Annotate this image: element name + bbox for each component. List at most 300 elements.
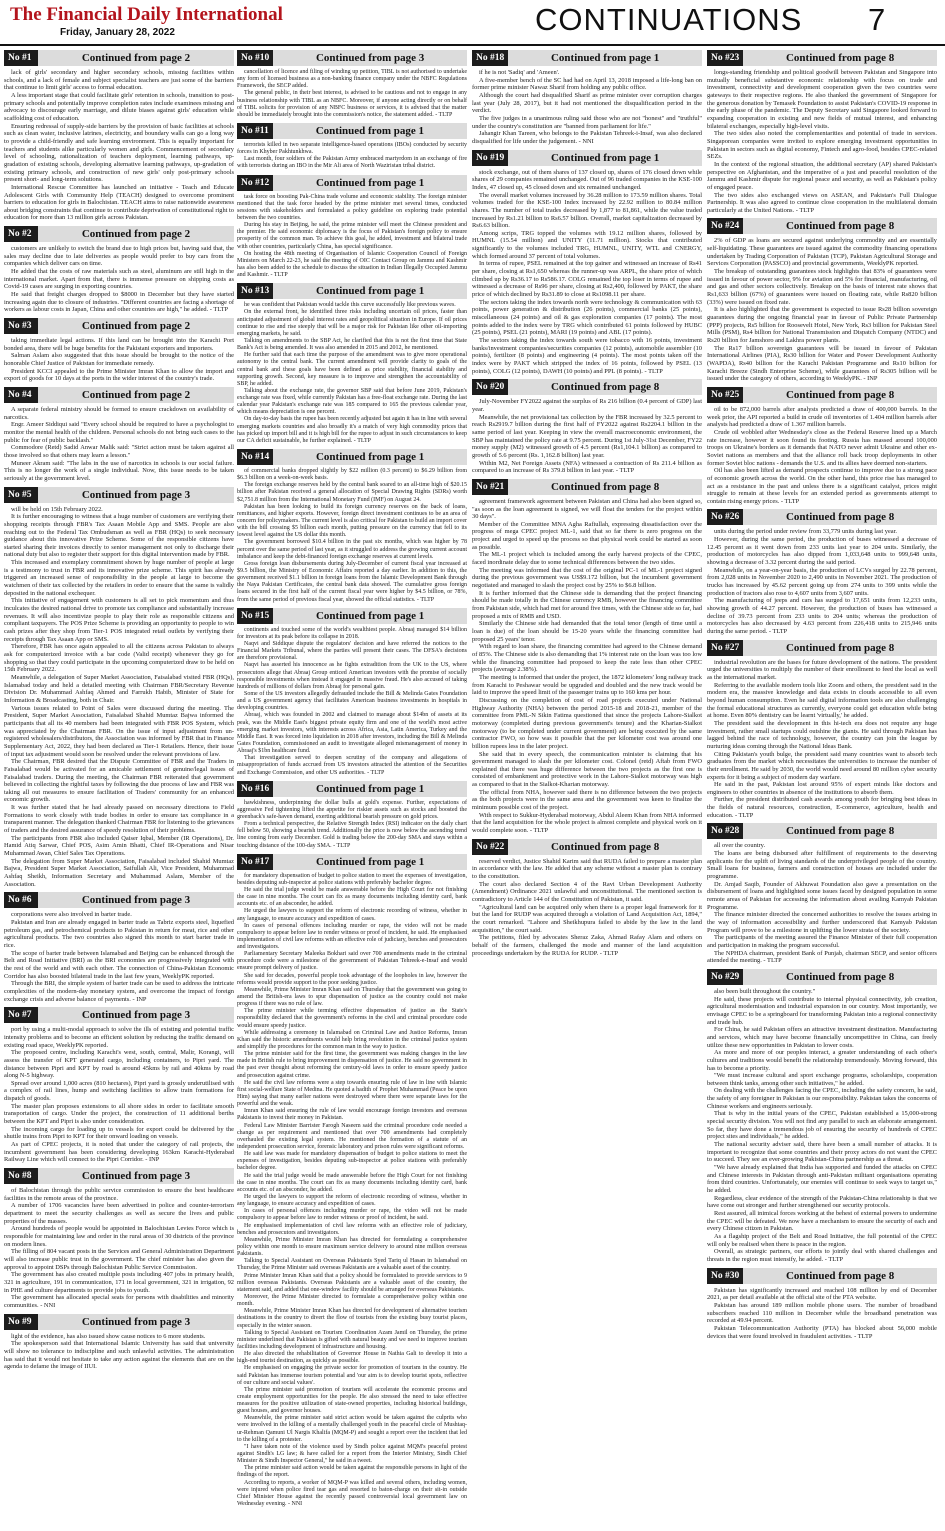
story-paragraph: The two sides also noted the complementarities and potential of trade in services. Singaporean companies were invited to explore emerging investment opportunities in Pakistan in sectors such as digital economy, Fintech and agro-food, besides CPEC-related SEZs. [707, 130, 937, 161]
story-paragraph: The government has allocated special seats for persons with disabilities and minority communities. - NNI [4, 1294, 234, 1309]
story-number-badge: No #14 [237, 449, 273, 465]
story-paragraph: He said the trial judge would be made answerable before the High Court for not finishing the case in nine months. The court can fix as many documents including identity card, bank accounts etc. of an absconder, he added. [237, 886, 467, 908]
story-number-badge: No #26 [707, 509, 743, 525]
continued-from-label: Continued from page 8 [743, 387, 937, 403]
story-header [4, 892, 234, 908]
story-header [237, 854, 467, 870]
story-paragraph: On dealing with the challenges facing the CPEC, including the safety concern, he said, the safety of any foreigner in Pakistan is our responsibility. Pakistan takes the concerns of Chinese workers and engineers seriously. [707, 1087, 937, 1110]
story-paragraph: The loans are being disbursed after fulfillment of requirements to the deserving applicants for the uplift of living standards of the underprivileged people of the country. Small loans for business, farmers and construction of houses are included under the programme. [707, 850, 937, 881]
story-paragraph: The Rs17 billion sovereign guarantees will be issued in favour of Pakistan International Airlines (PIA), Rs30 billion for Water and Power Development Authority (WAPDA), Rs40 billion for the Karachi Pakistan Programme and Rs10 billion for Karachi Breeze (Sindh Enterprise Scheme), while guarantees of Rs305 billion will be issued under the category of others, according to WeeklyPK. - INP [707, 344, 937, 383]
story-header [237, 608, 467, 624]
story-paragraph: The master plan proposes extensions to all shore sides in order to facilitate smooth transportation of cargo. Under the project, the construction of 11 additional berths between the KPT and Pipri is also under consideration. [4, 1102, 234, 1126]
story-paragraph: Crude oil wobbled after Wednesday's close as the Federal Reserve lined up a March rate increase, however it soon found its footing. Russia has massed around 100,000 troops on Ukraine's borders as it demands that NATO never admit Ukraine and other ex-Soviet nations as members and that the alliance roll back troop deployments in other former Soviet bloc nations - demands the U.S. and its allies have deemed non-starters. [707, 428, 937, 467]
story-number-badge: No #19 [472, 150, 508, 166]
story-paragraph: stock exchange, out of them shares of 137 closed up, shares of 176 closed down while shares of 29 companies remained unchanged. Out of 96 traded companies in the KSE-100 Index, 47 closed up, 45 closed down and six remained unchanged. [472, 168, 702, 191]
story-paragraph: Imran Khan said ensuring the rule of law would encourage foreign investors and overseas Pakistanis to invest their money in Pakistan. [237, 1108, 467, 1122]
story-21 [472, 479, 702, 835]
story-5 [4, 487, 234, 889]
story-10 [237, 50, 467, 119]
story-paragraph: for mandatory dispensation of budget to police station to meet the expenses of investigation, besides deputing sub-inspector at police stations with preferably bachelor degree. [237, 872, 467, 886]
story-paragraph: 2% of GDP as loans are secured against underlying commodity and are essentially self-liquidating. These guarantees are issued against the commodity financing operations undertaken by Trading Corporation of Pakistan (TCP), Pakistan Agricultural Storage and Services Corporation (PASSCO) and provincial governments, WeeklyPK reported. [707, 237, 937, 268]
story-paragraph: With respect to Sukkur-Hyderabad motorway, Abdul Aleem Khan from NHA informed that the land acquisition for the whole project is almost complete and physical work on it would complete soon. - TLTP [472, 811, 702, 835]
story-paragraph: The prime minister said action would be taken against the responsible persons in light of the findings of the report. [237, 1465, 467, 1479]
story-13 [237, 283, 467, 445]
story-paragraph: With regard to loan share, the financing committee had agreed to the Chinese demand of 85%. The Chinese side is also demanding that 1% interest rate on the loan was too low while the financing committee had proposed to keep the rate less than other CPEC projects (average 2.38%). [472, 643, 702, 674]
story-paragraph: port by using a multi-modal approach to solve the ills of existing and potential traffic intensity problems and to become an efficient solution by reducing the traffic demand on existing road space, WeeklyPK reported. [4, 1026, 234, 1049]
story-paragraph: will be held on 15th February 2022. [11, 505, 103, 513]
story-number-badge: No #20 [472, 379, 508, 395]
story-paragraph: This increased and exemplary commitment shown by huge number of people at large is a testimony to trust in FBR and its innovative prize scheme. This spirit has already triggered an increased sense of responsibility in the people at large to become the watchmen of their tax collected by the retailers in order to ensure that the same is validly deposited in the national exchequer. [4, 559, 234, 597]
story-header [4, 1314, 234, 1330]
story-number-badge: No #3 [4, 318, 38, 334]
continued-from-label: Continued from page 3 [38, 1314, 234, 1330]
story-paragraph: Discussing on the completion of cost of road projects executed under National Highway Authority (NHA) between the period 2015-18 and 2018-21, member of the committee from PML-N Sikin Fatima questioned that since the projects Lahore-Sialkot motorway (completed during previous government's tenure) and the Kharian-Sialkot motorway (to be completed under current government) are being executed by the same contractor FWO, so how was it possible that the per kilometer cost was around one billion rupees less in the later project. [472, 696, 702, 750]
story-paragraph: It is further encouraging to witness that a huge number of customers are verifying their shopping receipts through FBR's Tax Asaan Mobile App and SMS. People are also reaching out to the Federal Tax Ombudsman as well as FBR (HQs) to seek necessary guidance about this innovative Prize Scheme. Some of the responsible citizens have started sharing their invoices directly to senior management not only to discharge their national duty but also to register their support for this digital intervention made by FBR. [4, 513, 234, 559]
story-header [4, 226, 234, 242]
story-paragraph: taking immediate legal actions. If this land can be brought into the Karachi Port bonded area, there will be huge benefits for the Pakistani exporters and importers. [4, 337, 234, 352]
story-paragraph: The meeting is informed that under the project, the 1872 kilometers' long railway track from Karachi to Peshawar would be upgraded and doubled and the new track would be laid to improve the speed limit of the passenger trains up to 160 kms per hour. [472, 673, 702, 697]
story-paragraph: International Rescue Committee has launched an initiative - Teach and Educate Adolescent Girls with Community Help (TEACH) designed to overcome prominent barriers to education for girls in Balochistan. TEACH aims to raise nationwide awareness about bridging constraints that continue to contribute deprivation of constitutional right to education for more than 13 million girls across Pakistan. [4, 183, 234, 222]
story-number-badge: No #29 [707, 969, 743, 985]
story-paragraph: corporations were also involved in barter trade. [11, 911, 132, 919]
story-paragraph: Spread over around 1,000 acres (810 hectares), Pipri yard is grossly underutilised with a complex of rail lines, hump and switching facilities to allow train formations for dispatch of goods. [4, 1079, 234, 1103]
story-paragraph: Last month, four soldiers of the Pakistan Army embraced martyrdom in an exchange of fire with terrorists during an IBO in the Mir Ali area of North Waziristan tribal district. [237, 156, 467, 170]
story-paragraph: Talking about the exchange rate, the governor SBP said that before June 2019, Pakistan's exchange rate was fixed, while currently Pakistan has a free-float exchange rate. During the last calendar year Pakistan's exchange rate was 185 compared to 165 the previous calendar year, which means depreciation is one percent. [237, 387, 467, 416]
story-header [4, 318, 234, 334]
story-paragraph: Jahangir Khan Tareen, who belongs to the Pakistan Tehreek-i-Insaf, was also declared disqualified for life under the judgement. - NNI [472, 130, 702, 145]
story-paragraph: "We have already explained that India has supported and funded the attacks on CPEC and Chinese interests in Pakistan through anti-Pakistan militant organisations operating from third countries. Unfortunately, our enemies will continue to seek ways to target us," he added. [707, 1164, 937, 1194]
continued-from-label: Continued from page 8 [743, 823, 937, 839]
story-paragraph: hawkishness, underpinning the dollar bulls at gold's expense. Further, expectations of aggressive Fed tightening lifted the appetite for riskier assets such as stocks and boosted the greenback's safe-haven demand, exerting additional bearish pressure on gold prices. [237, 799, 467, 820]
story-paragraph: Commodore (Retd) Sadid Anwar Malik said: "Strict action must be taken against all those involved so that others may learn a lesson." [4, 444, 234, 459]
story-paragraph: Meanwhile, the prime minister said strict action would be taken against the culprits who were involved in the killing of a mentally challenged youth in the peaceful circle of Mushtaq-ur-Rehman Qamuni Ul Nargis Khalifa (MQM-P) and sought a report over the incident that led to the killing of a protester. [237, 1415, 467, 1443]
story-header [707, 387, 937, 403]
story-paragraph: Meanwhile, Prime Minister Imran Khan has directed for development of alternative tourism destinations in the country to divert the flow of tourists from the existing busy tourist places, especially in the winter season. [237, 1308, 467, 1329]
story-paragraph: He urged the lawyers to support the reform of electronic recording of witness, whether in any language, to ensure accuracy and expedition of cases. [237, 1193, 467, 1208]
story-9 [4, 1314, 234, 1371]
story-paragraph: Citing Pakistan's youth bulge, the president said many countries want to absorb tech graduates from the market which necessitates the universities to increase the number of their enrollment. He said by 2030, the world would need around 80 million cyber security experts for it being a subject of modern day warfare. [707, 750, 937, 781]
story-number-badge: No #27 [707, 640, 743, 656]
continued-from-label: Continued from page 8 [743, 1268, 937, 1284]
story-header [707, 640, 937, 656]
story-paragraph: Ensuring redressal of supply-side barriers by the provision of basic facilities at schools such as clean water, inclusive latrines, electricity, and boundary walls can go a long way to provide a child-friendly and safe learning environment. This is equally important for teachers and students alike particularly women and girls. Commencement of secondary level of schooling, rationalization of teachers deployment, learning pathways, up-gradation of existing schools, developing alternative learning pathways, up-gradation of existing primary schools, and construction of new girls' only post-primary schools present short- and long-term solutions. [4, 122, 234, 184]
continued-from-label: Continued from page 8 [508, 479, 702, 495]
story-paragraph: reserved verdict, Justice Shahid Karim said that RUDA failed to prepare a master plan in accordance with the law. He added that any scheme without a master plan is contrary to the constitution. [472, 857, 702, 881]
story-number-badge: No #21 [472, 479, 508, 495]
story-paragraph: He also directed the rehabilitation of Governor House in Nathia Gali to develop it into a high-end tourist destination, as quickly as possible. [237, 1351, 467, 1365]
story-paragraph: Talking on amendments to the SBP Act, he clarified that this is not the first time that State Bank's Act is being amended. It was also amended in 2015 and 2012, he mentioned. [237, 337, 467, 352]
story-number-badge: No #16 [237, 781, 273, 797]
continued-from-label: Continued from page 8 [743, 50, 937, 66]
story-header [472, 839, 702, 855]
story-paragraph: During his stay in Beijing, he said, the prime minister will meet the Chinese president and the premier. He said economic diplomacy is the focus of Pakistan's foreign policy to ensure prosperity of the common man. To achieve this goal, he added, investment and bilateral trade with other countries, particularly China, has special significance. [237, 222, 467, 250]
story-20 [472, 379, 702, 475]
story-paragraph: Within M2, Net Foreign Assets (NFA) witnessed a contraction of Rs 211.4 billion as compared to an increase of Rs 379.8 billion in last year. - TLTP [472, 459, 702, 475]
story-paragraph: It was further stated that he had already passed on necessary directions to Field Formations to work closely with trade bodies in order to ensure tax compliance in a transparent manner. The delegation thanked Chairman FBR for listening to the grievances of traders and the desired assurance of speedy resolution of their problems. [4, 804, 234, 835]
story-paragraph: The scope of barter trade between Islamabad and Beijing can be enhanced through the Belt and Road Initiative (BRI) as the BRI economies are progressively integrated with the rest of the world and with each other. The connection of China-Pakistan Economic Corridor has also boosted bilateral trade in the last few years, WeeklyPK reported. [4, 949, 234, 980]
story-paragraph: The sectors taking the index towards south were tobacco with 16 points, investment banks/investment companies/securities companies (12 points), automobile assembler (10 points), fertilizer (8 points) and engineering (4 points). The most points taken off the index were by PAKT which stripped the index of 16 points, followed by PSEL (13 points), COLG (12 points), DAWH (10 points) and PPL (8 points). - TLTP [472, 337, 702, 375]
story-14 [237, 449, 467, 604]
story-paragraph: Talking to Special Assistant on Tourism Coordination Azam Jamil on Thursday, the prime minister underlined that Pakistan is gifted with natural beauty and we need to improve tourism facilities including development of infrastructure and housing. [237, 1329, 467, 1350]
story-paragraph: Pakistan has around 189 million mobile phone users. The number of broadband subscribers reached 110 million in December while the broadband penetration was recorded at 49.94 percent. [707, 1301, 937, 1325]
story-header [707, 1268, 937, 1284]
story-header [237, 781, 467, 797]
continued-from-label: Continued from page 1 [508, 50, 702, 66]
story-paragraph: He added that the costs of raw materials such as steel, aluminum are still high in the international market. Apart from that, there is immense pressure on shipping costs as Covid-19 cases are surging in exporting countries. [4, 268, 234, 291]
story-paragraph: President KCCI appealed to the Prime Minister Imran Khan to allow the import and export of goods for 10 days at the ports in the wider interest of the country's trade. [4, 367, 234, 383]
story-header [707, 50, 937, 66]
story-header [707, 823, 937, 839]
story-paragraph: A separate federal ministry should be formed to ensure crackdown on availability of narcotics. [4, 405, 234, 421]
story-paragraph: Meanwhile, Prime Minister Imran Khan said on Thursday that the government was going to amend the British-era laws to spur dispensation of justice as the country could not make progress if there was no rule of law. [237, 986, 467, 1008]
story-paragraph: Oil has also been lifted as demand prospects continue to improve due to a strong pace of economic growth across the world. On the other hand, this price rise has managed to act as a resistance in the past and unless there is a significant catalyst, prices might struggle to remain at these levels for an extended period as governments attempt to contain rising energy prices. - TLTP [707, 467, 937, 505]
issue-date: Friday, January 28, 2022 [60, 27, 175, 38]
story-paragraph: The filling of 804 vacant posts in the Services and General Administration Department will also increase public trust in the government. The chief minister has also given the approval to appoint DSPs through Balochistan Public Service Commission. [4, 1248, 234, 1271]
story-paragraph: The five judges in a unanimous ruling said those who are not "honest" and "truthful" under the country's constitution are "banned from parliament for life." [472, 114, 702, 130]
story-paragraph: Gross foreign loan disbursements during July-December of current fiscal year increased at $9.5 billion, the Ministry of Economic Affairs reported a day earlier. In addition to this, the government received $1.1 billion in foreign loans from the Islamic Development Bank through the Naya Pakistan Certificates, the central bank data showed. The cumulative gross foreign loans secured in the first half of the current fiscal year were higher by $4.5 billion, or 78%, from the same period of previous fiscal year, showed the official statistics. - TLTP [237, 560, 467, 603]
continued-from-label: Continued from page 2 [38, 226, 234, 242]
column-1 [4, 50, 234, 1528]
continued-from-label: Continued from page 1 [273, 175, 467, 191]
story-paragraph: The Chairman, FBR desired that the Dispute Committee of FBR and the Traders in Faisalabad would be activated for an amicable settlement of genuine/legal issues of Faisalabad traders. During the meeting, the Chairman FBR reiterated that government believed in collecting the rightful taxes by following the due process of law and FBR was taking all out measures to ensure facilitation of Traders' community for an enhanced economic growth. [4, 758, 234, 804]
story-number-badge: No #15 [237, 608, 273, 624]
story-paragraph: He further said that each time the purpose of the amendment was to give more operational autonomy to the central bank. The current amendment will provide clarity to goals of the central bank and these goals have been defined as price stability, financial stability and supporting growth. Second, key measure is to improve and strengthen the accountability of SBP, he added. [237, 352, 467, 387]
story-paragraph: Engr. Ameer Siddiqui said "Every school should be required to have a psychologist to monitor the mental health of the children. Personal schools do not bring such cases to the public for fear of public backlash." [4, 421, 234, 444]
story-paragraph: She said that in every speech, the communication minister is claiming that his government managed to slash the per kilometer cost. Colonel (retd) Aftab from FWO explained that there was huge difference between the two projects as the first one is consisted of embankment and protective work in the Lahore-Sialkot motorway was high as compared to that in the Sialkot-Kharian motorway. [472, 750, 702, 789]
story-paragraph: Referring to the available modern tools like Zoom and others, the president said in the modern era, the massive knowledge and data exists in clouds accessible to all even beyond human consumption. Even he said digital information tools are also challenging the formal educational structures as currently, everyone could get education while being at home. Even 80% dentistry can be learnt 'virtually,' he added. [707, 681, 937, 720]
story-paragraph: Naqvi has asserted his innocence as he fights extradition from the UK to the US, where prosecutors allege that Abraaj Group enticed American investors with the promise of socially responsible investments when instead it engaged in massive fraud. He's also accused of taking hundreds of millions of dollars from Abraaj for personal gain. [237, 662, 467, 690]
story-paragraph: Regardless, clear evidence of the strength of the Pakistan-China relationship is that we have come out stronger and further strengthened our security protocols. [707, 1194, 937, 1210]
continued-from-label: Continued from page 3 [38, 892, 234, 908]
story-paragraph: He urged the lawyers to support the reform of electronic recording of witness, whether in any language, to ensure accuracy and expedition of cases. [237, 908, 467, 922]
story-number-badge: No #17 [237, 854, 273, 870]
continued-from-label: Continued from page 1 [273, 854, 467, 870]
story-8 [4, 1168, 234, 1310]
continued-from-label: Continued from page 1 [273, 449, 467, 465]
story-paragraph: Meanwhile, a delegation of Super Market Association, Faisalabad visited FBR (HQs), Islamabad today and held a detailed meeting with Chairman FBR/Secretary Revenue Division Dr. Muhammad Ashfaq Ahmed and Farrukh Habib, Minister of State for Information & Broadcasting, both in Chair. [4, 673, 234, 704]
story-29 [707, 969, 937, 1264]
continued-from-label: Continued from page 2 [38, 387, 234, 403]
story-number-badge: No #10 [237, 50, 273, 66]
story-header [237, 123, 467, 139]
story-paragraph: A less important stage that could facilitate girls' retention in schools, transition to post-primary schools and potentially improve completion rates include examinees missing and advocacy to discourage early marriage, and dilute biases against girls' education while scaffolding cost of education. [4, 91, 234, 122]
story-19 [472, 150, 702, 376]
story-26 [707, 509, 937, 635]
story-paragraph: On hosting the 48th meeting of Organisation of Islamic Cooperation Council of Foreign Ministers on March 22-23, he said the meeting of OIC Contact Group on Jammu and Kashmir has also been added to the schedule to discuss the situation in Indian Illegally Occupied Jammu and Kashmir. - TLTP [237, 250, 467, 279]
story-paragraph: He emphasised implementation of civil law reforms with an effective role of judiciary, benches and prosecutors and investigators. [237, 1222, 467, 1236]
story-paragraph: if he is not 'Sadiq' and 'Ameen'. [479, 69, 560, 76]
continued-from-label: Continued from page 1 [273, 123, 467, 139]
story-number-badge: No #6 [4, 892, 38, 908]
story-header [472, 50, 702, 66]
story-paragraph: "I have taken note of the violence used by Sindh police against MQM's peaceful protest against Sindh's LG law; & have called for a report from the Interior Ministry, Sindh Chief Minister & Sindh Inspector General," he said in a tweet. [237, 1443, 467, 1465]
story-paragraph: units during the period under review from 33,779 units during last year. [714, 528, 897, 536]
story-paragraph: This initiative of engagement with customers is all set to pick momentum and thus inculcates the desired national drive to promote tax compliance and substantially increase revenues. It will also incentivize people to play their role as responsible citizens and compliant taxpayers. The POS Prize Scheme is providing an opportunity to people to win cash prizes after they shop from Tier-1 POS integrated retail outlets by verifying their receipts through Tax Asaan App or SMS. [4, 597, 234, 643]
story-number-badge: No #11 [237, 123, 273, 139]
story-paragraph: The prime minister said promotion of tourism will accelerate the economic process and create employment opportunities for the people. He also stressed the need to take effective measures for the positive utilization of state-owned properties, including historical buildings, guest houses, and governor houses. [237, 1386, 467, 1415]
story-number-badge: No #1 [4, 50, 38, 66]
story-paragraph: Prime Minister Imran Khan said that a policy should be formulated to provide services to 9 million overseas Pakistanis. Overseas Pakistanis are a valuable asset of the country, the statement said, and added that one-window facility should be arranged for overseas Pakistanis. [237, 1272, 467, 1293]
story-header [4, 387, 234, 403]
story-number-badge: No #24 [707, 218, 743, 234]
story-paragraph: Some of the US investors allegedly defrauded include the Bill & Melinda Gates Foundation and a US government agency that facilitates American business investments in hospitals in developing countries. [237, 690, 467, 712]
story-paragraph: Pakistan has significantly increased and reached 108 million by end of December 2021, as per detail available at the official site of the PTA website. [707, 1286, 937, 1302]
continued-from-label: Continued from page 1 [273, 781, 467, 797]
story-2 [4, 226, 234, 314]
story-paragraph: of commercial banks dropped slightly by $22 million (0.3 percent) to $6.29 billion from $6.3 billion on a week-on-week basis. [237, 468, 467, 482]
story-paragraph: Meanwhile, on a year-on-year basis, the production of LCVs surged by 22.78 percent, from 2,028 units in November 2020 to 2,490 units in November 2021. The production of trucks has increased by 45.62 percent going up from 274 units to 399 units while the production of tractors also rose to 4,607 units from 3,607 units. [707, 566, 937, 597]
story-11 [237, 123, 467, 171]
story-number-badge: No #4 [4, 387, 38, 403]
story-paragraph: The meeting was informed that the cost of the original PC-1 of ML-1 project signed during the previous government was US$9.172 billion, but the incumbent government negotiated and managed to slash the project cost by 25% to $6.8 billion. [472, 566, 702, 590]
story-number-badge: No #12 [237, 175, 273, 191]
story-paragraph: The government has also created multiple posts including 407 jobs in primary health, 321 in agriculture, 191 in communication, 171 in local government, 321 in irrigation, 92 in PHE and culture departments to provide jobs to youth. [4, 1271, 234, 1294]
story-paragraph: customers are unlikely to switch the brand due to high prices but, having said that, the sales may decline due to late deliveries as people would prefer to buy cars from the companies which deliver cars on time. [4, 245, 234, 268]
story-7 [4, 1007, 234, 1164]
story-paragraph: Various issues related to Point of Sales were discussed during the meeting. The President, Super Market Association, Faisalabad Shahid Mumtaz Bajwa informed the participants that all its 40 members had been integrated with FBR POS System, which was appreciated by the Chairman FBR. On the issue of input adjustment from un-registered wholesalers/distributors, the Association was informed by FBR that in Finance Supplementary Act, 2022, they had been declared as Tier-1 Retailers. Hence, their issue of input tax adjustment would soon be resolved under the relevant provisions of law. [4, 704, 234, 758]
story-paragraph: She said for decades, powerful people took advantage of the loopholes in law, however the reforms would provide support to the poor seeking justice. [237, 972, 467, 986]
story-24 [707, 218, 937, 382]
story-paragraph: Naqvi and Siddique dispute the regulators' decision and have referred the notices to the Financial Markets Tribunal, where the parties will present their cases. The DFSA's decisions are therefore provisional. [237, 641, 467, 662]
story-paragraph: The sectors taking the index towards north were technology & communication with 63 points, power generation & distribution (26 points), commercial banks (25 points), miscellaneous (24 points) and oil & gas exploration companies (17 points). The most points added to the index were by TRG which contributed 61 points followed by HUBC (25 points), PSEL (21 points), MARI (19 points) and ABL (17 points). [472, 298, 702, 337]
story-paragraph: Meanwhile, the net provisional tax collection by the FBR increased by 32.5 percent to reach Rs2919.7 billion during the first half of FY2022 against Rs2204.1 billion in the same period of last year. Keeping in view the overall macroeconomic environment, the SBP has maintained the policy rate at 9.75 percent. During 1st July-31st December, FY22 money supply (M2) witnessed growth of 4.5 percent (Rs1,104.1 billion) as compared to growth of 5.6 percent (Rs. 1,162.8 billion) last year. [472, 413, 702, 459]
story-header [707, 969, 937, 985]
story-paragraph: That investigation served to deepen scrutiny of the company and allegations of misappropriation of funds accrued from US investors attracted the attention of the Securities and Exchange Commission, and other US authorities. - TLTP [237, 755, 467, 776]
story-paragraph: also been built throughout the country." [714, 987, 816, 995]
continued-from-label: Continued from page 2 [38, 318, 234, 334]
story-paragraph: As part of CPEC projects, it is noted that under the category of rail projects, the incumbent government has been considering developing 163km Karachi-Hyderabad Railway Line which will connect to the Pipri Corridor. - INP [4, 1141, 234, 1164]
story-paragraph: While addressing a ceremony in Islamabad on Criminal Law and Justice Reforms, Imran Khan said the historic amendments would help bring revolution in the criminal justice system and simplify the procedures for the common man in the way to justice. [237, 1029, 467, 1051]
story-paragraph: The two sides also exchanged views on ASEAN, and Pakistan's Full Dialogue Partnership. It was also agreed to continue close cooperation in the multilateral domain particularly at the United Nations. - TLTP [707, 191, 937, 214]
story-paragraph: The national security adviser said, there have been a small number of attacks. It is important to recognize that some countries and their proxy actors do not want the CPEC to succeed. They see an ever-growing Pakistan-China partnership as a threat. [707, 1141, 937, 1164]
story-12 [237, 175, 467, 280]
story-22 [472, 839, 702, 958]
story-paragraph: Muneer Akram said: "The labs in the use of narcotics in schools is our social failure. This is no longer the work of a single individual. Now, this issue needs to be taken seriously at the government level. [4, 459, 234, 482]
story-paragraph: lack of girls' secondary and higher secondary schools, missing facilities within schools, and a lack of female and subject specialist teachers are just some of the barriers that continue to limit girls' access to formal education. [4, 69, 234, 92]
story-paragraph: From a technical perspective, the Relative Strength Index (RSI) indicator on the daily chart fell below 50, showing a bearish trend. Additionally the price is now below the ascending trend line coming from early December. Gold is trading below the 200-day SMA and stays within a touching distance of the 100-day SMA. - TLTP [237, 821, 467, 849]
story-paragraph: In the context of the regional situation, the additional secretary (AP) shared Pakistan's perspective on Afghanistan, and the imperative of a just and peaceful resolution of the Jammu and Kashmir dispute for regional peace and security, as well as Pakistan's policy of engaged peace. [707, 160, 937, 191]
story-1 [4, 50, 234, 222]
story-6 [4, 892, 234, 1003]
continued-from-label: Continued from page 2 [38, 50, 234, 66]
story-header [237, 50, 467, 66]
story-paragraph: The spokesperson said that International Islamic University has said that university will show no tolerance to indiscipline and such unlawful activities. The administration has said that it would not hesitate to take any action against the elements that are on the agenda to defame the image of IIUI. [4, 1340, 234, 1371]
story-paragraph: The petitions, filed by advocates Sheraz Zaka, Ahmad Rafay Alam and others on behalf of the farmers, challenged the mode and manner of the land acquisition proceedings undertaken by the RUDA for RUDP. - TLTP [472, 934, 702, 957]
story-header [237, 449, 467, 465]
story-paragraph: Salman Aslam also suggested that this issue should be brought to the notice of the honorable Chief Justice of Pakistan for immediate remedy. [4, 352, 234, 367]
story-header [4, 487, 234, 503]
story-paragraph: The president said the development in this hi-tech era does not require any huge investment, rather small startups could outshine the giants. He said through Pakistan has lagged behind the race of technology, however, the country can join the league by nurturing ideas coming through the National Ideas Bank. [707, 719, 937, 750]
story-paragraph: However, during the same period, the production of buses witnessed a decrease of 12.45 percent as it went down from 233 units last year to 204 units. Similarly, the production of motorcycles has also dipped from 1,033,648 units to 999,648 units, showing a decrease of 3.32 percent during the said period. [707, 536, 937, 567]
story-paragraph: He said that freight charges dropped to $8000 in December but they have started increasing again due to closure of industries. "Different countries are facing a shortage of workers as labour costs in Japan, China and other countries are high," he added. - TLTP [4, 291, 234, 314]
story-header [707, 509, 937, 525]
story-paragraph: The ML-1 project which is included among the early harvest projects of the CPEC, faced inordinate delay due to some technical differences between the two sides. [472, 551, 702, 567]
paper-name: The Financial Daily International [10, 4, 283, 25]
story-paragraph: The government borrowed $10.4 billion in the past six months, which was higher by 78 percent over the same period of last year, as it struggled to address the growing current account imbalance and keep the debt-financed foreign exchange reserves at current levels. [237, 539, 467, 560]
continued-from-label: Continued from page 8 [743, 969, 937, 985]
story-paragraph: For China, he said Pakistan offers an attractive investment destination. Manufacturing and services, which may have become financially uncompetitive in China, can freely utilize these new opportunities in Pakistan to lower costs. [707, 1026, 937, 1049]
story-header [237, 283, 467, 299]
story-30 [707, 1268, 937, 1341]
story-paragraph: The prime minister while terming effective dispensation of justice as the State's responsibility declared that the government's reforms in the civil and criminal procedure code would ensure speedy justice. [237, 1008, 467, 1029]
story-paragraph: It is further informed that the Chinese side is demanding that the project financing should be made totally in the Chinese currency RMB, however the financing committee from Pakistan side, which had met for around five times, with the Chinese side so far, had proposed a mix of RMB and USD. [472, 589, 702, 620]
story-18 [472, 50, 702, 146]
story-paragraph: The participants from FBR also included Qaiser Iqbal, Member (IR Operations), Dr. Hamid Atiq Sarwar, Chief POS, Asim Amin Bhatti, Chief IR-Operations and Nisar Muhammad Awan, Chief Sales Tax Operations. [4, 834, 234, 858]
story-paragraph: Although the court had disqualified Sharif as prime minister over corruption charges last year (July 28, 2017), but it had not mentioned the disqualification period in the verdict. [472, 91, 702, 115]
story-paragraph: Among scrips, TRG topped the volumes with 19.12 million shares, followed by HUMNL (15.54 million) and UNITY (11.71 million). Stocks that contributed significantly to the volumes included TRG, HUMNL, UNITY, WTL and CNERGY, which formed around 37 percent of total volumes. [472, 229, 702, 260]
story-paragraph: He emphasised on engaging the private sector for promotion of tourism in the country. He said Pakistan has immense tourism potential and 'our aim is to develop tourist spots, reflective of our culture and social values'. [237, 1365, 467, 1386]
story-paragraph: Meanwhile, Prime Minister Imran Khan has directed for formulating a comprehensive policy within one month to ensure maximum service delivery to around nine million overseas Pakistanis. [237, 1236, 467, 1258]
story-paragraph: The NPHDA chairman, president Bank of Punjab, chairman SECP, and senior officers attended the meeting. - TLTP [707, 949, 937, 965]
story-paragraph: Pakistan Telecommunication Authority (PTA) has blocked about 56,000 mobile devices that were found involved in fraudulent activities. - TLTP [707, 1324, 937, 1340]
column-2 [237, 50, 467, 1528]
story-header [237, 175, 467, 191]
story-number-badge: No #23 [707, 50, 743, 66]
story-paragraph: The incoming cargo for loading up to vessels for export could be delivered by the shuttle trains from Pipri to KPT for their onward loading on vessels. [4, 1125, 234, 1141]
story-paragraph: He said in the past, Pakistan lost around 95% of expert minds like doctors and engineers to other countries in absence of the institutions to absorb them. [707, 781, 937, 796]
column-4 [707, 50, 937, 1528]
story-paragraph: July-November FY2022 against the surplus of Rs 216 billion (0.4 percent of GDP) last year. [472, 398, 702, 413]
story-paragraph: Therefore, FBR has once again appealed to all the citizens across Pakistan to always ask for computerized invoice with a bar code (Valid receipt) whenever they go for shopping so that they could participate in the upcoming computerized draw to be held on 15th February 2022. [4, 643, 234, 674]
story-paragraph: continents and touched some of the world's wealthiest people. Abraaj managed $14 billion for investors at its peak before its collapse in 2018. [237, 626, 467, 640]
story-paragraph: Parliamentary Secretary Maleeka Bokhari said over 700 amendments made in the criminal procedure code were a milestone of the government of Pakistan Tehreek-e-Insaf and would ensure prompt delivery of justice. [237, 951, 467, 972]
page-title: CONTINUATIONS [535, 2, 803, 37]
story-number-badge: No #22 [472, 839, 508, 855]
story-number-badge: No #8 [4, 1168, 38, 1184]
story-number-badge: No #30 [707, 1268, 743, 1284]
story-paragraph: In terms of rupee, PSEL remained at the top gainer and witnessed an increase of Rs41 per share, closing at Rs1,650 whereas the runner-up was ARPL, the share price of which climbed up by Rs36.17 to Rs586.17. COLG remained the top loser in terms of rupee and witnessed a decrease of Rs96 per share, closing at Rs2,400, followed by PAKT, the share price of which declined by Rs31.89 to close at Rs1098.11 per share. [472, 260, 702, 299]
story-header [472, 150, 702, 166]
story-paragraph: That is why in the initial years of the CPEC, Pakistan established a 15,000-strong special security division. You will not find any parallel to such an elaborate arrangement. So far, they have done a tremendous job of ensuring the security of hundreds of CPEC project sites and individuals," he added. [707, 1110, 937, 1141]
story-paragraph: The court also declared Section 4 of the Ravi Urban Development Authority (Amendment) Ordinance 2021 unlawful and unconstitutional. The mentioned section is contradictory to Article 144 of the Constitution of Pakistan, it said. [472, 880, 702, 903]
continued-from-label: Continued from page 8 [743, 509, 937, 525]
continued-from-label: Continued from page 8 [743, 640, 937, 656]
story-paragraph: The overall market volumes increased by 36.28 million to 173.59 million shares. Total volumes traded for the KSE-100 Index increased by 22.92 million to 80.84 million shares. The number of total trades decreased by 1,877 to 81,861, while the value traded increased by Rs1.21 billion to Rs6.57 billion. Overall, market capitalization decreased by Rs6.63 billion. [472, 191, 702, 230]
story-number-badge: No #25 [707, 387, 743, 403]
story-header [4, 1007, 234, 1023]
story-paragraph: The official from NHA, however said there is no difference between the two projects as the both projects were in the same area and the government was keen to finalize the minimum possible cost of the project. [472, 788, 702, 812]
story-3 [4, 318, 234, 383]
story-number-badge: No #13 [237, 283, 273, 299]
story-25 [707, 387, 937, 506]
story-paragraph: The proposed centre, including Karachi's west, south, central, Malir, Korangi, will assess the transfer of KPT generated cargo, including containers, to Pipri yard. The distance between Pipri and KPT by road is around 45kms by rail and 40kms by road along N-5 highway. [4, 1049, 234, 1080]
story-paragraph: Rest assured, all inimical forces working at the behest of external powers to undermine the CPEC will be defeated. We now have a mechanism to ensure the security of each and every Chinese citizen in Pakistan. [707, 1209, 937, 1233]
story-28 [707, 823, 937, 965]
story-paragraph: As a flagship project of the Belt and Road Initiative, the full potential of the CPEC will only be realised when there is peace in the region. [707, 1232, 937, 1248]
story-header [472, 479, 702, 495]
story-paragraph: In cases of personal offences including murder or rape, the video will not be made compulsory to appear before law to render witness or proof of incident, he said. [237, 1208, 467, 1222]
story-paragraph: On the external front, he identified three risks including uncertain oil prices, faster than anticipated adjustment of global interest rates and geopolitical situation in Europe. If oil prices continue to rise and rise steeply that will be a major risk for Pakistan like other oil-importing emerging markets, he said. [237, 309, 467, 337]
story-paragraph: The manufacturing of jeeps and cars has surged to 17,651 units from 12,233 units, showing growth of 44.27 percent. However, the production of buses has witnessed a decline of 39.73 percent from 233 units to 204 units; whereas the production of motorcycles has also decreased by 4.63 percent from 226,418 units to 215,946 units during the same period. - TLTP [707, 597, 937, 635]
story-paragraph: The prime minister said for the first time, the government was making changes in the law made in British rule to bring improvement in dispensation of justice. He said no government in the past ever thought about reforming the century-old laws in order to ensure speedy justice and prosecution against crime. [237, 1051, 467, 1079]
story-paragraph: oil to be 872,000 barrels after analysts predicted a draw of 400,000 barrels. In the week prior, the API reported a build in crude oil inventories of 1.404 million barrels after analysts had predicted a draw of 1.367 million barrels. [707, 405, 937, 429]
story-paragraph: Overall, as strategic partners, our efforts to jointly deal with shared challenges and threats in the region must intensify, he added. - TLTP [707, 1248, 937, 1263]
story-number-badge: No #18 [472, 50, 508, 66]
story-paragraph: Abraaj, which was founded in 2002 and claimed to manage about $14bn of assets at its peak, was the Middle East's biggest private equity firm and one of the world's most active emerging market investors, with interests across Africa, Asia, Latin America, Turkey and the Middle East. It was forced into liquidation in 2018 after investors, including the Bill & Melinda Gates Foundation, commissioned an audit to investigate alleged mismanagement of money in Abraaj's $1bn healthcare fund. [237, 712, 467, 755]
story-paragraph: The delegation from Super Market Association, Faisalabad included Shahid Mumtaz Bajwa, President Super Market Association, Saifullah Ali, Vice President, Muhammad Ashfaq Sheikh, Information Secretary and Muhammad Aslam, Member of the Association. [4, 857, 234, 888]
story-paragraph: He said, these projects will contribute to internal physical connectivity, job creation, agricultural modernisation and industrial expansion in our country. Most importantly, we envisage CPEC to be a springboard for transforming Pakistan into a regional connectivity and trade hub. [707, 995, 937, 1026]
story-paragraph: longs-standing friendship and political goodwill between Pakistan and Singapore into mutually beneficial substantive economic relationship with focus on trade and investment, connectivity and development cooperation given the two countries were gateways to their respective regions. He also thanked the government of Singapore for the generous donation by Temasek Foundation to assist Pakistan's COVID-19 response in the early phase of the pandemic. The Deputy Secretary said Singapore looked forward to expanding cooperation in existing and new fields of mutual interest, and enhancing bilateral exchanges, especially high-level visits. [707, 69, 937, 130]
story-header [472, 379, 702, 395]
continued-from-label: Continued from page 8 [508, 379, 702, 395]
story-paragraph: Pakistan and Iran are already engaged in barter trade as Tabriz exports steel, liquefied petroleum gas, and petrochemical products to Pakistan in return for meat, rice and other agricultural products. The two countries also signed this month to start barter trade in rice. [4, 919, 234, 949]
story-15 [237, 608, 467, 777]
story-17 [237, 854, 467, 1509]
continued-from-label: Continued from page 3 [38, 487, 234, 503]
continued-from-label: Continued from page 8 [743, 218, 937, 234]
story-paragraph: "Agricultural land can be acquired only when there is a proper legal framework for it but the land for RUDP was acquired through a violation of Land Acquisition Act, 1894," the court remarked. "Lahore and Sheikhupura failed to abide by the law in the land acquisition," the court said. [472, 903, 702, 934]
story-paragraph: Around hundreds of people would be appointed in Balochistan Levies Force which is responsible for maintaining law and order in the rural areas of 30 districts of the province on modern lines. [4, 1225, 234, 1248]
continued-from-label: Continued from page 1 [508, 150, 702, 166]
story-number-badge: No #5 [4, 487, 38, 503]
story-16 [237, 781, 467, 850]
story-paragraph: In cases of personal offences including murder or rape, the video will not be made compulsory to appear before law to render witness or proof of incident, he said. He emphasised implementation of civil law reforms with an effective role of judiciary, benches and prosecutors and investigators. [237, 922, 467, 951]
story-number-badge: No #7 [4, 1007, 38, 1023]
story-paragraph: Through the BRI, the simple system of barter trade can be used to address the intricate complexities of the modern-day monetary system, and overcome the impact of foreign exchange crisis and adverse balance of payments. - INP [4, 980, 234, 1003]
story-paragraph: task force on boosting Pak-China trade volume and economic stability. The foreign minister mentioned that the task force headed by the prime minister met several times, conducted sessions with stakeholders and formulated a policy guideline on exploring trade potential between the two countries. [237, 193, 467, 221]
story-paragraph: "We must increase cultural and sport exchange programs, scholarships, cooperation between think tanks, among other such initiatives," he added. [707, 1072, 937, 1087]
story-paragraph: Similarly the Chinese side had demanded that the total tenor (length of time until a loan is due) of the loan should be 15-20 years while the financing committee had proposed 25 years' tenor. [472, 620, 702, 643]
continued-from-label: Continued from page 8 [508, 839, 702, 855]
story-paragraph: A five-member bench of the SC had had on April 13, 2018 imposed a life-long ban on former prime minister Nawaz Sharif from holding any public office. [472, 76, 702, 92]
story-paragraph: light of the evidence, has also issued show cause notices to 6 more students. [11, 1332, 206, 1340]
story-paragraph: terrorists killed in two separate intelligence-based operations (IBOs) conducted by security forces in Khyber Pakhtunkhwa. [237, 141, 467, 156]
story-paragraph: The participants of the meeting assured the Finance Minister of their full cooperation and participation in making the program successful. [707, 934, 937, 949]
story-paragraph: industrial revolution are the bases for future development of the nations. The president urged the universities to multiply the number of their enrollment to feed the local as well as the international market. [707, 658, 937, 681]
story-paragraph: of Balochistan through the public service commission to ensure the best healthcare facilities in the remote areas of the province. [4, 1187, 234, 1202]
story-paragraph: Moreover, the Prime Minister directed to formulate a comprehensive policy within one month. [237, 1293, 467, 1308]
column-3 [472, 50, 702, 1528]
story-paragraph: Talking to Special Assistant on Overseas Pakistanis Syed Tariq ul Hasan in Islamabad on Thursday, the Prime Minister said overseas Pakistanis are a valuable asset of the country. [237, 1258, 467, 1272]
story-number-badge: No #9 [4, 1314, 38, 1330]
story-paragraph: agreement framework agreement between Pakistan and China had also been signed so, "as soon as the loan agreement is signed, we will float the tenders for the project within 30 days". [472, 497, 702, 521]
story-paragraph: As more and more of our peoples interact, a greater understanding of each other's cultures and traditions would benefit the relationship tremendously. Moving forward, this has to become a priority. [707, 1049, 937, 1072]
story-paragraph: The finance minister directed the concerned authorities to resolve the issues arising in the way of information accessibility and further underscored that Kamyab Pakistan Program will prove to be a milestone in uplifting the lower strata of the society. [707, 911, 937, 934]
continued-from-label: Continued from page 3 [273, 50, 467, 66]
story-paragraph: Federal Law Minister Barrister Farogh Naseem said the criminal procedure code needed a change as per requirement and mentioned that over 700 amendments had completely overhauled the existing legal system. He mentioned the formation of a statute of an independent prosecution service, forensic laboratory and prison rules were significant reforms. [237, 1122, 467, 1150]
story-number-badge: No #2 [4, 226, 38, 242]
page-number: 7 [868, 2, 886, 37]
story-paragraph: A number of 1706 vacancies have been advertised in police and counter-terrorism department to meet the security challenges as well as secure the lives and public properties of the masses. [4, 1202, 234, 1225]
story-header [707, 218, 937, 234]
story-4 [4, 387, 234, 483]
story-paragraph: Dr. Amjad Saqib, Founder of Akhuwat Foundation also gave a presentation on the disbursement of loans and highlighted some issues faced by designed population in some remote areas of Pakistan for accessing the information about availing Kamyab Pakistan Programme. [707, 880, 937, 911]
story-header [4, 1168, 234, 1184]
story-paragraph: He said the trial judge would be made answerable before the High Court for not finishing the case in nine months. The court can fix as many documents including identity card, bank accounts etc. of an absconder, he added. [237, 1172, 467, 1193]
story-paragraph: According to reports, a worker of MQM-P was killed and several others, including women, were injured when police fired tear gas and resorted to baton-charge on their sit-in outside Chief Minister House against the recently passed controversial local government law on Wednesday evening. - NNI [237, 1479, 467, 1508]
story-27 [707, 640, 937, 820]
continued-from-label: Continued from page 1 [273, 608, 467, 624]
continued-from-label: Continued from page 3 [38, 1007, 234, 1023]
story-paragraph: all over the country. [714, 842, 766, 850]
continued-from-label: Continued from page 1 [273, 283, 467, 299]
story-header [4, 50, 234, 66]
story-paragraph: Pakistan has been looking to build its foreign currency reserves on the back of loans, remittances, and higher exports. However, foreign direct investment continues to be an area of concern for policymakers. The current level is also critical for Pakistan to build an import cover with the bill crossing $5 billion each month, putting pressure on the currency that fell to its lowest level against the US dollar this month. [237, 503, 467, 539]
story-paragraph: The general public, in their best interest, is advised to be cautious and not to engage in any business relationship with TIBL as an NBFC. Moreover, if anyone acting directly or on behalf of TIBL solicits for provision of any NBFC business or services, it is advised that the matter should be immediately brought into the commission's notice, the statement added. - TLTP [237, 90, 467, 118]
story-23 [707, 50, 937, 214]
story-paragraph: Further, the president distributed cash awards among youth for bringing best ideas in the fields of natural resources, construction, E-commerce, agriculture, health and education. - TLTP [707, 796, 937, 819]
continued-from-label: Continued from page 3 [38, 1168, 234, 1184]
story-paragraph: He said law was made for mandatory dispensation of budget to police stations to meet the expenses of investigation, besides deputing sub-inspector at police stations with preferably bachelor degree. [237, 1151, 467, 1172]
story-paragraph: On day-to-day basis the rupee has been recently adjusted but again it has in line with several emerging markets countries and also broadly it's a match of very high commodity prices that has picked up import bill and it is high bill for the rupee to adjust in such circumstances to keep our CA deficit sustainable, he further explained. - TLTP [237, 416, 467, 444]
story-paragraph: he was confident that Pakistan would tackle this curve successfully like previous waves. [244, 302, 456, 309]
masthead [0, 0, 945, 46]
story-paragraph: cancellation of licence and filing of winding up petition, TIBL is not authorised to undertake any form of licensed business as a non-banking finance company under the NBFC Regulations Framework, the SECP added. [237, 69, 467, 90]
story-number-badge: No #28 [707, 823, 743, 839]
story-paragraph: The breakup of outstanding guarantees stock highlights that 83% of guarantees were issued in favour of power sector, 9% for aviation and 5% for financial, manufacturing, oil and gas and other sectors collectively. Breakup on the basis of interest rate shows that Rs1,633 billion (67%) of guarantees were issued on floating rate, while Rs820 billion (33%) were issued on fixed rate. [707, 268, 937, 306]
story-paragraph: He said the civil law reforms were a step towards ensuring rule of law in line with Islamic first social-welfare State of Medina. He quoted a hadith of Prophet Muhammad (Peace be upon Him) saying that many earlier nations were destroyed where there were separate laws for the powerful and the weak. [237, 1079, 467, 1108]
story-paragraph: The foreign exchange reserves held by the central bank soared to an all-time high of $20.15 billion after Pakistan received a general allocation of Special Drawing Rights (SDRs) worth $2,751.8 million from the International Monetary Fund (IMF) on August 24. [237, 482, 467, 503]
